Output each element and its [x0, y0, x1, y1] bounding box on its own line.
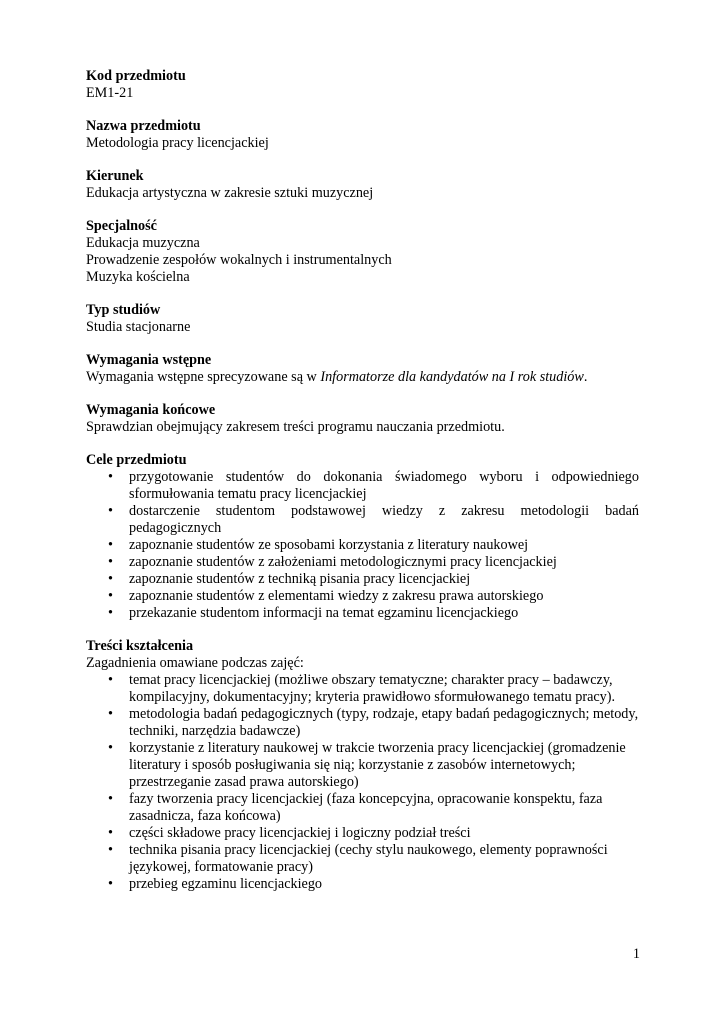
- section-value: Prowadzenie zespołów wokalnych i instrumentalnych: [86, 252, 392, 268]
- section-tresci-ksztalcenia: [86, 638, 639, 893]
- list-item: [86, 791, 639, 825]
- section-nazwa-przedmiotu: [86, 118, 639, 152]
- bullet-icon: •: [108, 791, 113, 807]
- section-heading: Typ studiów: [86, 302, 161, 318]
- informator-title: Informatorze dla kandydatów na I rok studiów: [320, 369, 584, 385]
- list-item: [86, 588, 639, 605]
- section-value: [86, 369, 639, 386]
- section-value: Studia stacjonarne: [86, 319, 191, 335]
- list-item: [86, 740, 639, 791]
- bullet-icon: •: [108, 876, 113, 892]
- section-heading: Wymagania wstępne: [86, 352, 212, 368]
- bullet-icon: •: [108, 842, 113, 858]
- bullet-icon: •: [108, 672, 113, 688]
- list-item-text: zapoznanie studentów z elementami wiedzy z zakresu prawa autorskiego: [129, 588, 544, 604]
- section-value: Sprawdzian obejmujący zakresem treści programu nauczania przedmiotu.: [86, 419, 505, 435]
- section-heading: Treści kształcenia: [86, 638, 194, 654]
- section-cele-przedmiotu: [86, 452, 639, 622]
- section-heading: Cele przedmiotu: [86, 452, 187, 468]
- section-typ-studiow: [86, 302, 639, 336]
- section-specjalnosc: [86, 218, 639, 286]
- list-item-text: części składowe pracy licencjackiej i logiczny podział treści: [129, 825, 471, 841]
- section-heading: Kierunek: [86, 168, 144, 184]
- requirements-text: Wymagania wstępne sprecyzowane są w: [86, 369, 321, 385]
- bullet-icon: •: [108, 537, 113, 553]
- bullet-icon: •: [108, 825, 113, 841]
- bullet-icon: •: [108, 605, 113, 621]
- bullet-list: [86, 469, 639, 622]
- section-value: Edukacja artystyczna w zakresie sztuki muzycznej: [86, 185, 374, 201]
- list-item: [86, 605, 639, 622]
- section-kod-przedmiotu: [86, 68, 639, 102]
- bullet-icon: •: [108, 554, 113, 570]
- section-heading: Wymagania końcowe: [86, 402, 216, 418]
- list-item: [86, 706, 639, 740]
- section-kierunek: [86, 168, 639, 202]
- section-heading: Nazwa przedmiotu: [86, 118, 201, 134]
- list-item-text: metodologia badań pedagogicznych (typy, rodzaje, etapy badań pedagogicznych; metody, techniki, narzędzia badawcze): [129, 706, 639, 739]
- list-item-text: korzystanie z literatury naukowej w trakcie tworzenia pracy licencjackiej (gromadzenie literatury i sposób posługiwania się nią; korzystanie z zasobów internetowych; przestrzeganie zasad prawa autorskiego): [129, 740, 626, 790]
- list-item-text: dostarczenie studentom podstawowej wiedzy z zakresu metodologii badań pedagogicznych: [129, 503, 639, 536]
- bullet-icon: •: [108, 469, 113, 485]
- list-item-text: zapoznanie studentów z założeniami metodologicznymi pracy licencjackiej: [129, 554, 557, 570]
- list-item: [86, 537, 639, 554]
- bullet-icon: •: [108, 571, 113, 587]
- section-wymagania-wstepne: [86, 352, 639, 386]
- list-item-text: zapoznanie studentów z techniką pisania pracy licencjackiej: [129, 571, 471, 587]
- bullet-icon: •: [108, 503, 113, 519]
- section-intro: Zagadnienia omawiane podczas zajęć:: [86, 655, 304, 671]
- section-wymagania-koncowe: [86, 402, 639, 436]
- requirements-text-end: .: [583, 369, 588, 385]
- list-item: [86, 672, 639, 706]
- document-content: [86, 68, 639, 909]
- section-value: Muzyka kościelna: [86, 269, 190, 285]
- section-value: EM1-21: [86, 85, 134, 101]
- list-item: [86, 842, 639, 876]
- list-item-text: technika pisania pracy licencjackiej (cechy stylu naukowego, elementy poprawności językowej, formatowanie pracy): [129, 842, 608, 875]
- list-item: [86, 571, 639, 588]
- list-item: [86, 503, 639, 537]
- section-heading: Specjalność: [86, 218, 157, 234]
- list-item-text: zapoznanie studentów ze sposobami korzystania z literatury naukowej: [129, 537, 529, 553]
- list-item: [86, 825, 639, 842]
- list-item-text: fazy tworzenia pracy licencjackiej (faza koncepcyjna, opracowanie konspektu, faza zasadnicza, faza końcowa): [129, 791, 603, 824]
- section-value: Edukacja muzyczna: [86, 235, 200, 251]
- section-value: Metodologia pracy licencjackiej: [86, 135, 269, 151]
- list-item: [86, 469, 639, 503]
- page-number: 1: [632, 946, 640, 962]
- bullet-icon: •: [108, 588, 113, 604]
- list-item-text: przygotowanie studentów do dokonania świadomego wyboru i odpowiedniego sformułowania tematu pracy licencjackiej: [129, 469, 639, 502]
- bullet-list: [86, 672, 639, 893]
- list-item: [86, 876, 639, 893]
- bullet-icon: •: [108, 706, 113, 722]
- section-heading: Kod przedmiotu: [86, 68, 186, 84]
- list-item-text: temat pracy licencjackiej (możliwe obszary tematyczne; charakter pracy – badawczy, kompilacyjny, dokumentacyjny; kryteria prawidłowo sformułowanego tematu pracy).: [129, 672, 616, 705]
- list-item-text: przebieg egzaminu licencjackiego: [129, 876, 323, 892]
- list-item-text: przekazanie studentom informacji na temat egzaminu licencjackiego: [129, 605, 519, 621]
- list-item: [86, 554, 639, 571]
- bullet-icon: •: [108, 740, 113, 756]
